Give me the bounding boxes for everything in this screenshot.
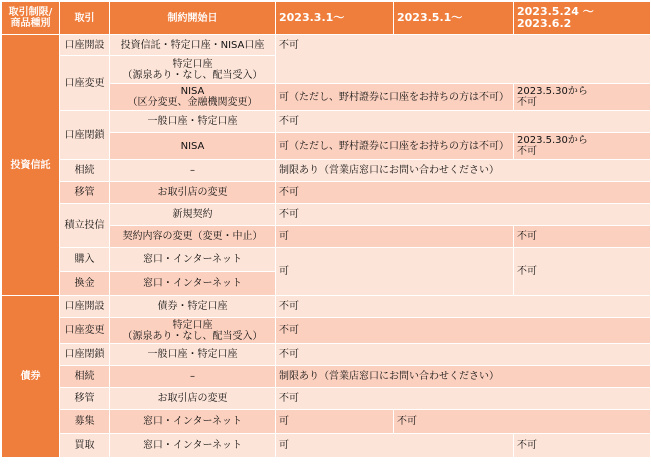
value-cell: 2023.5.30から 不可 xyxy=(514,84,651,111)
table-row xyxy=(2,366,651,388)
table-row xyxy=(2,160,651,182)
value-cell: 不可 xyxy=(276,388,651,410)
op-cell: 投資信託・特定口座・NISA口座 xyxy=(110,35,276,56)
category-bond: 債券 xyxy=(2,296,60,458)
kind-cell: 換金 xyxy=(60,272,110,296)
kind-cell: 相続 xyxy=(60,366,110,388)
value-cell: 可 xyxy=(276,226,514,248)
kind-cell: 買取 xyxy=(60,434,110,458)
table-row xyxy=(2,318,651,344)
table-row xyxy=(2,296,651,318)
value-cell: 可（ただし、野村證券に口座をお持ちの方は不可） xyxy=(276,84,514,111)
op-cell: 債券・特定口座 xyxy=(110,296,276,318)
header-period-3: 2023.5.24 ～ 2023.6.2 xyxy=(514,2,651,35)
value-cell: 不可 xyxy=(514,248,651,296)
value-cell: 不可 xyxy=(276,182,651,204)
op-cell: 一般口座・特定口座 xyxy=(110,344,276,366)
value-cell: 可 xyxy=(276,248,514,296)
op-cell: 窓口・インターネット xyxy=(110,272,276,296)
kind-cell: 口座閉鎖 xyxy=(60,111,110,160)
restriction-table xyxy=(1,1,651,458)
op-cell: 窓口・インターネット xyxy=(110,248,276,272)
kind-cell: 口座閉鎖 xyxy=(60,344,110,366)
op-cell: 窓口・インターネット xyxy=(110,410,276,434)
table-row xyxy=(2,388,651,410)
op-cell: NISA xyxy=(110,133,276,160)
kind-cell: 相続 xyxy=(60,160,110,182)
header-period-1: 2023.3.1～ xyxy=(276,2,394,35)
value-cell: 可 xyxy=(276,410,394,434)
op-cell: お取引店の変更 xyxy=(110,388,276,410)
op-cell: 窓口・インターネット xyxy=(110,434,276,458)
value-cell: 制限あり（営業店窓口にお問い合わせください） xyxy=(276,160,651,182)
header-transaction: 取引 xyxy=(60,2,110,35)
value-cell: 不可 xyxy=(276,111,651,133)
value-cell: 不可 xyxy=(276,35,651,84)
table-row xyxy=(2,204,651,226)
op-cell: お取引店の変更 xyxy=(110,182,276,204)
op-cell: 特定口座 （源泉あり・なし、配当受入） xyxy=(110,318,276,344)
value-cell: 不可 xyxy=(276,318,651,344)
kind-cell: 移管 xyxy=(60,388,110,410)
value-cell: 可 xyxy=(276,434,514,458)
header-row xyxy=(2,2,651,35)
value-cell: 不可 xyxy=(514,226,651,248)
value-cell: 不可 xyxy=(514,434,651,458)
op-cell: 特定口座 （源泉あり・なし、配当受入） xyxy=(110,56,276,84)
value-cell: 可（ただし、野村證券に口座をお持ちの方は不可） xyxy=(276,133,514,160)
category-investment-trust: 投資信託 xyxy=(2,35,60,296)
header-period-2: 2023.5.1～ xyxy=(394,2,514,35)
header-start-date: 制約開始日 xyxy=(110,2,276,35)
table-row xyxy=(2,410,651,434)
kind-cell: 移管 xyxy=(60,182,110,204)
kind-cell: 募集 xyxy=(60,410,110,434)
table-row xyxy=(2,248,651,272)
value-cell: 不可 xyxy=(276,296,651,318)
kind-cell: 積立投信 xyxy=(60,204,110,248)
value-cell: 不可 xyxy=(276,204,651,226)
value-cell: 制限あり（営業店窓口にお問い合わせください） xyxy=(276,366,651,388)
table-row xyxy=(2,434,651,458)
op-cell: 契約内容の変更（変更・中止） xyxy=(110,226,276,248)
op-cell: 一般口座・特定口座 xyxy=(110,111,276,133)
kind-cell: 口座開設 xyxy=(60,296,110,318)
table-row xyxy=(2,111,651,133)
table-row xyxy=(2,344,651,366)
op-cell: – xyxy=(110,160,276,182)
value-cell: 不可 xyxy=(394,410,651,434)
value-cell: 2023.5.30から 不可 xyxy=(514,133,651,160)
kind-cell: 口座開設 xyxy=(60,35,110,56)
kind-cell: 口座変更 xyxy=(60,56,110,111)
table-row xyxy=(2,35,651,56)
kind-cell: 購入 xyxy=(60,248,110,272)
op-cell: 新規契約 xyxy=(110,204,276,226)
value-cell: 不可 xyxy=(276,344,651,366)
op-cell: – xyxy=(110,366,276,388)
kind-cell: 口座変更 xyxy=(60,318,110,344)
header-category: 取引制限/ 商品種別 xyxy=(2,2,60,35)
table-row xyxy=(2,182,651,204)
op-cell: NISA （区分変更、金融機関変更） xyxy=(110,84,276,111)
